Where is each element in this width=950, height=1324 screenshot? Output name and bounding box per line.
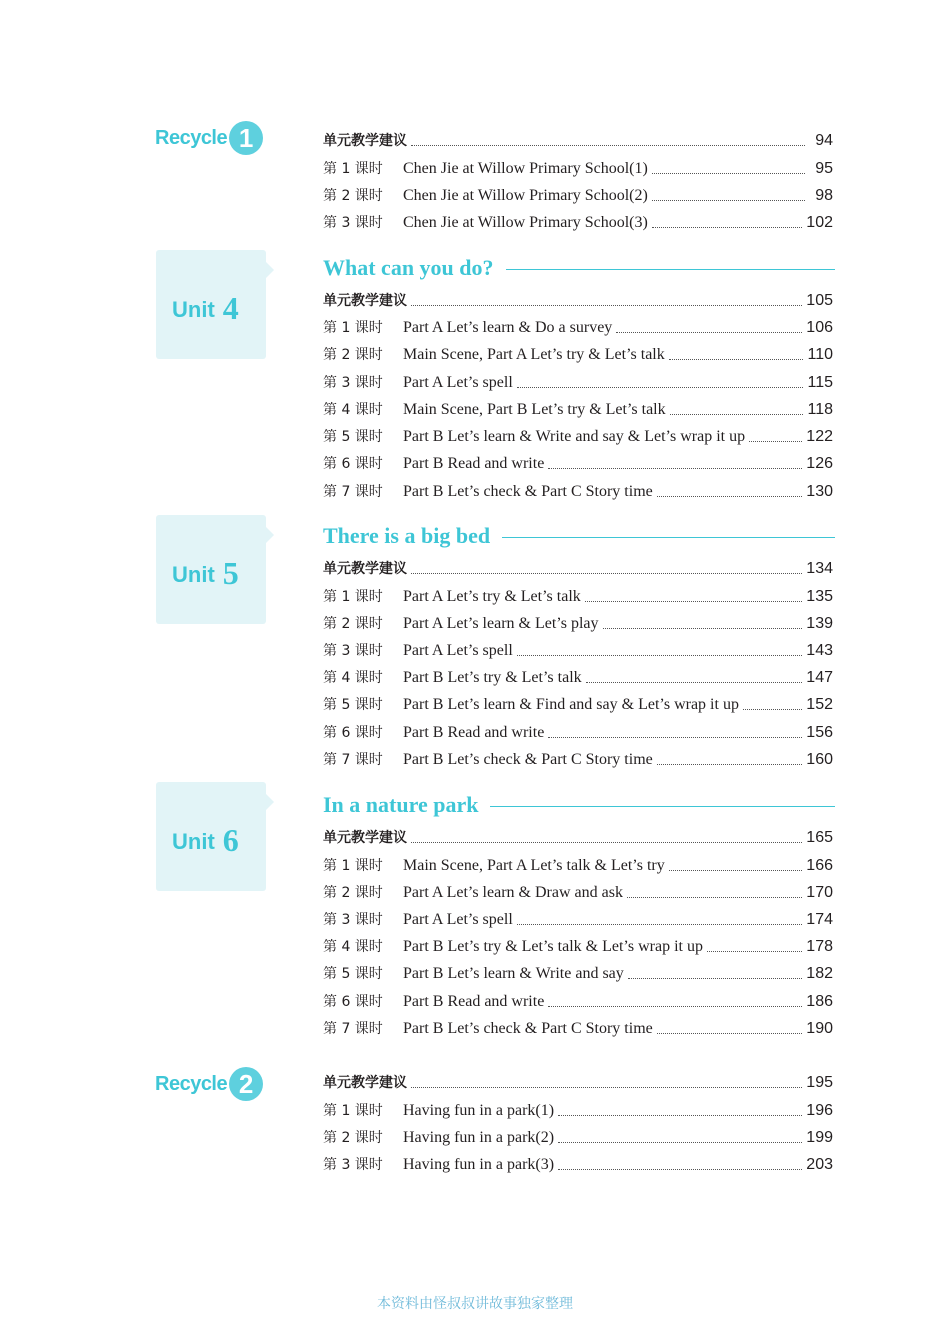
- lesson-title: Main Scene, Part A Let’s talk & Let’s try: [403, 857, 665, 874]
- lesson-number: 第 6 课时: [323, 994, 383, 1010]
- toc-row[interactable]: [323, 933, 833, 957]
- toc-row[interactable]: [323, 719, 833, 743]
- leader-dots: [652, 200, 805, 201]
- page-number: 160: [806, 751, 833, 768]
- lesson-number: 第 3 课时: [323, 375, 383, 391]
- leader-dots: [517, 924, 803, 925]
- toc-row[interactable]: [323, 555, 833, 579]
- recycle-2-label: [155, 1066, 263, 1102]
- lesson-title: Main Scene, Part A Let’s try & Let’s talk: [403, 346, 665, 363]
- toc-row[interactable]: [323, 1124, 833, 1148]
- leader-dots: [657, 1033, 803, 1034]
- toc-row[interactable]: [323, 127, 833, 151]
- page-number: 156: [806, 724, 833, 741]
- leader-dots: [517, 655, 803, 656]
- title-rule: [502, 537, 835, 538]
- toc-row[interactable]: [323, 209, 833, 233]
- lesson-title: Part A Let’s learn & Draw and ask: [403, 884, 623, 901]
- leader-dots: [669, 359, 804, 360]
- lesson-title: Part A Let’s spell: [403, 374, 513, 391]
- toc-row[interactable]: [323, 396, 833, 420]
- page-number: 135: [806, 588, 833, 605]
- toc-row[interactable]: [323, 423, 833, 447]
- lesson-number: 第 1 课时: [323, 320, 383, 336]
- lesson-title: Part A Let’s try & Let’s talk: [403, 588, 581, 605]
- leader-dots: [548, 1006, 802, 1007]
- leader-dots: [627, 897, 802, 898]
- leader-dots: [548, 468, 802, 469]
- unit-5-box: [156, 515, 266, 624]
- lesson-number: 第 2 课时: [323, 616, 383, 632]
- lesson-title: Part A Let’s learn & Do a survey: [403, 319, 613, 336]
- page-number: 110: [807, 346, 833, 363]
- unit-number: 4: [222, 290, 239, 326]
- leader-dots: [411, 1087, 802, 1088]
- page-number: 147: [806, 669, 833, 686]
- page-number: 143: [806, 642, 833, 659]
- unit-6-box: [156, 782, 266, 891]
- lesson-number: 第 4 课时: [323, 670, 383, 686]
- lesson-number: 第 1 课时: [323, 1103, 383, 1119]
- unit-4-title: [323, 253, 835, 283]
- page-number: 152: [806, 696, 833, 713]
- toc-row[interactable]: [323, 1097, 833, 1121]
- page-number: 186: [806, 993, 833, 1010]
- leader-dots: [628, 978, 803, 979]
- page-number: 199: [806, 1129, 833, 1146]
- page-number: 130: [806, 483, 833, 500]
- page-number: 174: [806, 911, 833, 928]
- lesson-title: Having fun in a park(3): [403, 1156, 555, 1173]
- toc-row[interactable]: [323, 478, 833, 502]
- unit-word: Unit: [172, 562, 215, 587]
- lesson-title: Part B Let’s learn & Find and say & Let’s wrap it up: [403, 696, 739, 713]
- toc-row[interactable]: [323, 746, 833, 770]
- unit-title-text: There is a big bed: [323, 523, 491, 548]
- lesson-number: 第 5 课时: [323, 429, 383, 445]
- recycle-number-badge: 1: [229, 121, 263, 155]
- lesson-number: 第 4 课时: [323, 939, 383, 955]
- page-number: 102: [806, 214, 833, 231]
- recycle-1-label: [155, 120, 263, 156]
- page-number: 182: [806, 965, 833, 982]
- page-number: 165: [806, 829, 833, 846]
- page-number: 134: [806, 560, 833, 577]
- leader-dots: [652, 227, 802, 228]
- lesson-number: 第 7 课时: [323, 484, 383, 500]
- unit-word: Unit: [172, 297, 215, 322]
- lesson-title: Part B Let’s learn & Write and say & Let’s wrap it up: [403, 428, 746, 445]
- toc-row[interactable]: [323, 960, 833, 984]
- lesson-title: Part B Let’s try & Let’s talk: [403, 669, 582, 686]
- toc-row[interactable]: [323, 1015, 833, 1039]
- lesson-title: Chen Jie at Willow Primary School(3): [403, 214, 648, 231]
- page-number: 126: [806, 455, 833, 472]
- unit-overview-label: 单元教学建议: [323, 293, 407, 309]
- page-number: 118: [807, 401, 833, 418]
- lesson-title: Part B Read and write: [403, 993, 545, 1010]
- page-number: 170: [806, 884, 833, 901]
- leader-dots: [749, 441, 802, 442]
- unit-label: [172, 553, 239, 590]
- lesson-title: Part A Let’s learn & Let’s play: [403, 615, 599, 632]
- leader-dots: [411, 305, 802, 306]
- leader-dots: [558, 1169, 802, 1170]
- unit-4-box: [156, 250, 266, 359]
- lesson-number: 第 6 课时: [323, 725, 383, 741]
- lesson-title: Chen Jie at Willow Primary School(2): [403, 187, 648, 204]
- page-number: 95: [815, 160, 833, 177]
- unit-number: 6: [222, 822, 239, 858]
- lesson-number: 第 3 课时: [323, 1157, 383, 1173]
- leader-dots: [586, 682, 803, 683]
- leader-dots: [411, 842, 802, 843]
- lesson-title: Main Scene, Part B Let’s try & Let’s talk: [403, 401, 666, 418]
- lesson-number: 第 6 课时: [323, 456, 383, 472]
- page-number: 115: [807, 374, 833, 391]
- lesson-number: 第 7 课时: [323, 1021, 383, 1037]
- toc-row[interactable]: [323, 852, 833, 876]
- lesson-title: Part A Let’s spell: [403, 642, 513, 659]
- toc-row[interactable]: [323, 988, 833, 1012]
- lesson-number: 第 2 课时: [323, 1130, 383, 1146]
- toc-row[interactable]: [323, 1151, 833, 1175]
- lesson-title: Part B Let’s learn & Write and say: [403, 965, 624, 982]
- lesson-number: 第 5 课时: [323, 966, 383, 982]
- leader-dots: [743, 709, 802, 710]
- toc-row[interactable]: [323, 637, 833, 661]
- toc-row[interactable]: [323, 1069, 833, 1093]
- leader-dots: [657, 496, 803, 497]
- page-number: 94: [815, 132, 833, 149]
- lesson-title: Part B Let’s check & Part C Story time: [403, 751, 653, 768]
- footer-note: 本资料由怪叔叔讲故事独家整理: [377, 1296, 573, 1312]
- lesson-number: 第 2 课时: [323, 347, 383, 363]
- lesson-number: 第 2 课时: [323, 188, 383, 204]
- lesson-title: Part B Let’s check & Part C Story time: [403, 483, 653, 500]
- leader-dots: [669, 870, 803, 871]
- lesson-number: 第 4 课时: [323, 402, 383, 418]
- lesson-number: 第 1 课时: [323, 858, 383, 874]
- leader-dots: [603, 628, 803, 629]
- unit-5-title: [323, 521, 835, 551]
- toc-row[interactable]: [323, 341, 833, 365]
- leader-dots: [548, 737, 802, 738]
- lesson-number: 第 2 课时: [323, 885, 383, 901]
- lesson-number: 第 3 课时: [323, 912, 383, 928]
- toc-row[interactable]: [323, 314, 833, 338]
- page-number: 195: [806, 1074, 833, 1091]
- unit-title-text: In a nature park: [323, 792, 479, 817]
- unit-number: 5: [222, 555, 239, 591]
- lesson-number: 第 3 课时: [323, 215, 383, 231]
- toc-row[interactable]: [323, 287, 833, 311]
- lesson-number: 第 1 课时: [323, 589, 383, 605]
- toc-row[interactable]: [323, 691, 833, 715]
- leader-dots: [670, 414, 804, 415]
- lesson-title: Having fun in a park(1): [403, 1102, 555, 1119]
- leader-dots: [517, 387, 804, 388]
- toc-row[interactable]: [323, 155, 833, 179]
- toc-row[interactable]: [323, 664, 833, 688]
- toc-row[interactable]: [323, 879, 833, 903]
- unit-label: [172, 820, 239, 857]
- page-number: 203: [806, 1156, 833, 1173]
- unit-6-title: [323, 790, 835, 820]
- leader-dots: [411, 145, 805, 146]
- unit-label: [172, 288, 239, 325]
- recycle-number-badge: 2: [229, 1067, 263, 1101]
- leader-dots: [558, 1115, 802, 1116]
- toc-row[interactable]: [323, 583, 833, 607]
- unit-overview-label: 单元教学建议: [323, 561, 407, 577]
- lesson-title: Having fun in a park(2): [403, 1129, 555, 1146]
- page-number: 196: [806, 1102, 833, 1119]
- unit-overview-label: 单元教学建议: [323, 133, 407, 149]
- leader-dots: [707, 951, 802, 952]
- toc-row[interactable]: [323, 369, 833, 393]
- page-number: 190: [806, 1020, 833, 1037]
- title-rule: [490, 806, 835, 807]
- leader-dots: [585, 601, 803, 602]
- lesson-title: Part A Let’s spell: [403, 911, 513, 928]
- unit-title-text: What can you do?: [323, 255, 494, 280]
- unit-overview-label: 单元教学建议: [323, 830, 407, 846]
- page-number: 139: [806, 615, 833, 632]
- lesson-title: Part B Read and write: [403, 455, 545, 472]
- title-rule: [506, 269, 835, 270]
- toc-row[interactable]: [323, 610, 833, 634]
- lesson-title: Part B Let’s try & Let’s talk & Let’s wrap it up: [403, 938, 703, 955]
- page-number: 178: [806, 938, 833, 955]
- toc-row[interactable]: [323, 450, 833, 474]
- page-number: 106: [806, 319, 833, 336]
- leader-dots: [657, 764, 803, 765]
- page-number: 122: [806, 428, 833, 445]
- recycle-word: Recycle: [155, 126, 228, 149]
- page-number: 105: [806, 292, 833, 309]
- leader-dots: [616, 332, 802, 333]
- lesson-number: 第 7 课时: [323, 752, 383, 768]
- lesson-number: 第 3 课时: [323, 643, 383, 659]
- toc-row[interactable]: [323, 824, 833, 848]
- toc-row[interactable]: [323, 182, 833, 206]
- recycle-word: Recycle: [155, 1072, 228, 1095]
- lesson-title: Part B Let’s check & Part C Story time: [403, 1020, 653, 1037]
- unit-overview-label: 单元教学建议: [323, 1075, 407, 1091]
- lesson-number: 第 5 课时: [323, 697, 383, 713]
- leader-dots: [652, 173, 805, 174]
- toc-row[interactable]: [323, 906, 833, 930]
- page-number: 166: [806, 857, 833, 874]
- lesson-title: Chen Jie at Willow Primary School(1): [403, 160, 648, 177]
- leader-dots: [411, 573, 802, 574]
- unit-word: Unit: [172, 829, 215, 854]
- lesson-number: 第 1 课时: [323, 161, 383, 177]
- leader-dots: [558, 1142, 802, 1143]
- lesson-title: Part B Read and write: [403, 724, 545, 741]
- page-number: 98: [815, 187, 833, 204]
